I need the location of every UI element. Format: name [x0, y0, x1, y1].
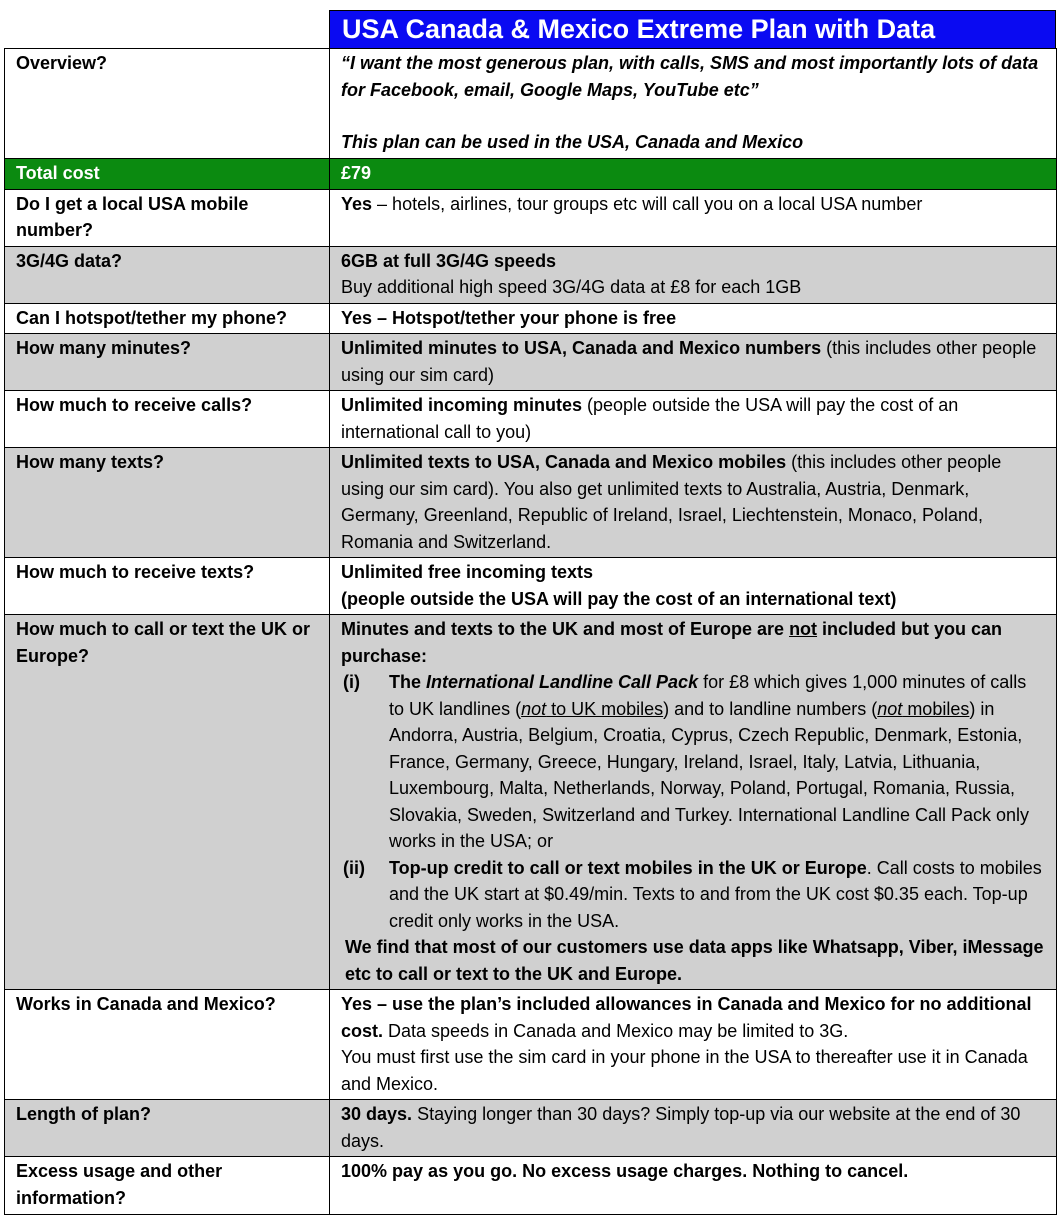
- data-bold: 6GB at full 3G/4G speeds: [341, 250, 557, 271]
- row-receive-texts: [5, 558, 1057, 615]
- value-overview: [330, 49, 1057, 159]
- label-length: Length of plan?: [5, 1100, 330, 1157]
- row-minutes: [5, 334, 1057, 391]
- option-ii-rest: . Call costs to mobiles and the UK start at $0.49/min. Texts to and from the UK cost $0.35 each. Top-up credit only works in the USA.: [389, 857, 1042, 931]
- label-excess: Excess usage and other information?: [5, 1157, 330, 1215]
- option-i-t4: mobiles: [902, 698, 970, 719]
- label-hotspot: Can I hotspot/tether my phone?: [5, 303, 330, 334]
- label-local-number: Do I get a local USA mobile number?: [5, 189, 330, 246]
- plan-title: USA Canada & Mexico Extreme Plan with Data: [329, 10, 1056, 48]
- length-rest: Staying longer than 30 days? Simply top-up via our website at the end of 30 days.: [341, 1104, 1021, 1151]
- value-data: [330, 246, 1057, 303]
- row-local-number: [5, 189, 1057, 246]
- uk-europe-option-ii: [341, 855, 1046, 935]
- label-overview: Overview?: [5, 49, 330, 159]
- data-rest: Buy additional high speed 3G/4G data at £8 for each 1GB: [341, 277, 802, 297]
- plan-table: [4, 48, 1057, 1215]
- canada-mexico-bold: Yes – use the plan’s included allowances in Canada and Mexico for no additional cost.: [341, 994, 1032, 1041]
- value-excess: 100% pay as you go. No excess usage charges. Nothing to cancel.: [330, 1157, 1057, 1215]
- label-receive-texts: How much to receive texts?: [5, 558, 330, 615]
- option-i-not1: not: [521, 698, 547, 719]
- option-i-number: (i): [343, 672, 360, 692]
- uk-europe-intro-a: Minutes and texts to the UK and most of Europe are: [341, 619, 790, 639]
- minutes-rest: (this includes other people using our sim card): [341, 338, 1037, 385]
- row-texts: [5, 448, 1057, 558]
- uk-europe-option-i: [341, 669, 1046, 855]
- label-data: 3G/4G data?: [5, 246, 330, 303]
- local-number-rest: – hotels, airlines, tour groups etc will call you on a local USA number: [372, 193, 923, 214]
- label-canada-mexico: Works in Canada and Mexico?: [5, 990, 330, 1100]
- uk-europe-intro: [341, 616, 1046, 669]
- label-receive-calls: How much to receive calls?: [5, 391, 330, 448]
- label-texts: How many texts?: [5, 448, 330, 558]
- value-hotspot: Yes – Hotspot/tether your phone is free: [330, 303, 1057, 334]
- option-i-t5: ) in Andorra, Austria, Belgium, Croatia, Cyprus, Czech Republic, Denmark, Estonia, France, Germany, Greece, Hungary, Ireland, Israel, Italy, Latvia, Lithuania, Luxembourg, Malta, Netherlands, Norway, Poland, Portugal, Romania, Russia, Slovakia, Sweden, Switzerland and Turkey. International Landline Call Pack only works in the USA; or: [389, 698, 1030, 851]
- minutes-bold: Unlimited minutes to USA, Canada and Mexico numbers: [341, 338, 822, 358]
- row-hotspot: [5, 303, 1057, 334]
- uk-europe-intro-b: included but you can purchase:: [341, 619, 1003, 666]
- option-i-text: [389, 669, 1046, 855]
- row-data: [5, 246, 1057, 303]
- option-i-the: The: [389, 672, 427, 692]
- row-overview: [5, 49, 1057, 159]
- receive-texts-line1: Unlimited free incoming texts: [341, 562, 594, 582]
- row-canada-mexico: [5, 990, 1057, 1100]
- receive-texts-line2: (people outside the USA will pay the cost of an international text): [341, 588, 897, 609]
- overview-quote: “I want the most generous plan, with calls, SMS and most importantly lots of data for Facebook, email, Google Maps, YouTube etc”: [341, 53, 1039, 100]
- receive-calls-bold: Unlimited incoming minutes: [341, 395, 583, 415]
- option-ii-text: [389, 855, 1046, 935]
- value-texts: [330, 448, 1057, 558]
- overview-note: This plan can be used in the USA, Canada and Mexico: [341, 132, 804, 152]
- row-total-cost: [5, 159, 1057, 190]
- local-number-bold: Yes: [341, 193, 373, 214]
- uk-europe-intro-not: not: [789, 619, 818, 639]
- canada-mexico-main: [341, 991, 1046, 1044]
- option-i-t3: ) and to landline numbers (: [663, 698, 878, 719]
- option-i-t1: for £8 which gives 1,000 minutes of calls to UK landlines (: [389, 672, 1027, 719]
- value-canada-mexico: [330, 990, 1057, 1100]
- value-local-number: [330, 189, 1057, 246]
- option-ii-number: (ii): [343, 857, 365, 878]
- value-receive-texts: [330, 558, 1057, 615]
- value-uk-europe: [330, 615, 1057, 990]
- length-bold: 30 days.: [341, 1104, 413, 1124]
- row-length: [5, 1100, 1057, 1157]
- value-length: [330, 1100, 1057, 1157]
- receive-calls-rest: (people outside the USA will pay the cost of an international call to you): [341, 395, 959, 442]
- row-receive-calls: [5, 391, 1057, 448]
- label-minutes: How many minutes?: [5, 334, 330, 391]
- value-total-cost: £79: [330, 159, 1057, 190]
- option-ii-bold: Top-up credit to call or text mobiles in the UK or Europe: [389, 857, 867, 878]
- label-uk-europe: How much to call or text the UK or Europe?: [5, 615, 330, 990]
- value-minutes: [330, 334, 1057, 391]
- row-uk-europe: [5, 615, 1057, 990]
- label-total-cost: Total cost: [5, 159, 330, 190]
- texts-bold: Unlimited texts to USA, Canada and Mexico mobiles: [341, 452, 787, 472]
- value-receive-calls: [330, 391, 1057, 448]
- texts-rest: (this includes other people using our sim card). You also get unlimited texts to Australia, Austria, Denmark, Germany, Greenland, Republic of Ireland, Israel, Liechtenstein, Monaco, Poland, Romania and Switzerland.: [341, 452, 1002, 552]
- canada-mexico-extra: You must first use the sim card in your phone in the USA to thereafter use it in Canada and Mexico.: [341, 1047, 1028, 1094]
- option-i-not2: not: [877, 698, 903, 719]
- option-i-pack-name: International Landline Call Pack: [426, 672, 699, 692]
- option-i-t2: to UK mobiles: [546, 698, 664, 719]
- canada-mexico-rest: Data speeds in Canada and Mexico may be limited to 3G.: [383, 1020, 849, 1041]
- uk-europe-outro: We find that most of our customers use data apps like Whatsapp, Viber, iMessage etc to call or text to the UK and Europe.: [345, 937, 1044, 984]
- row-excess: [5, 1157, 1057, 1215]
